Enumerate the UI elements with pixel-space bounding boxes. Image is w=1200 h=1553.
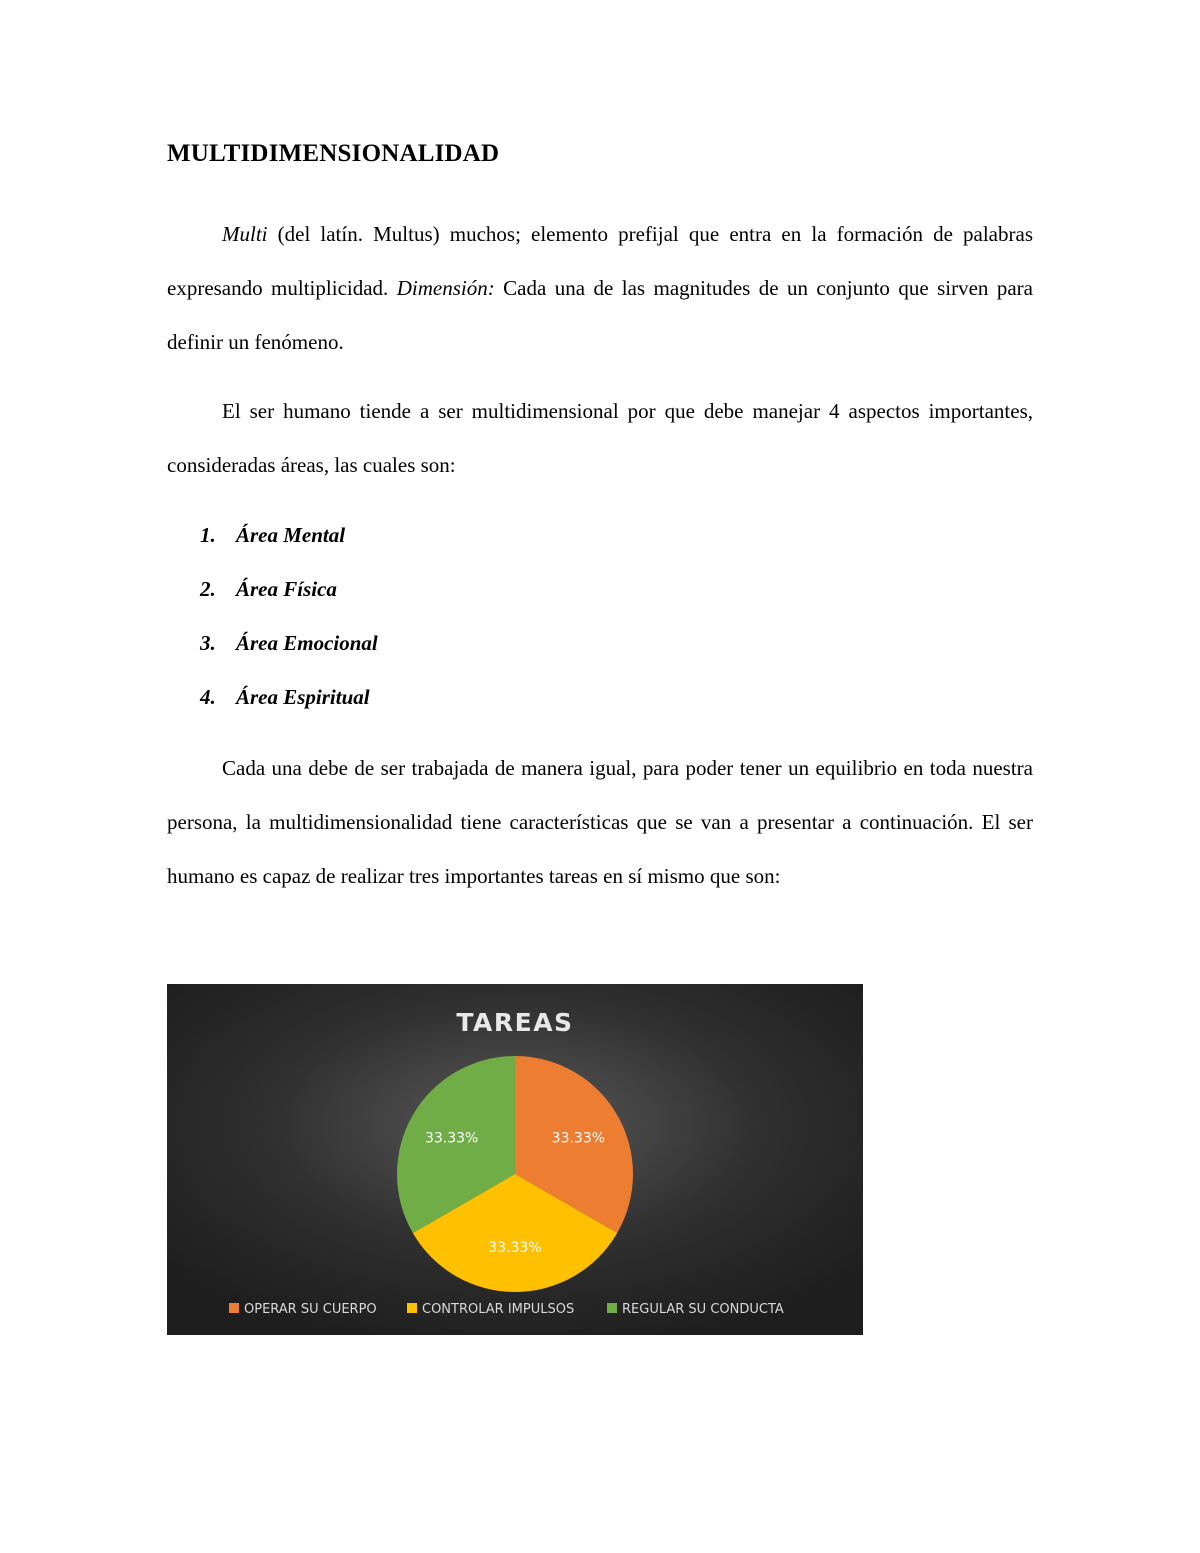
legend-label: CONTROLAR IMPULSOS xyxy=(422,1302,575,1317)
pie-chart-svg xyxy=(167,984,863,1335)
areas-intro-paragraph: El ser humano tiende a ser multidimensional por que debe manejar 4 aspectos importantes, consideradas áreas, las cuales son: xyxy=(167,399,1033,477)
pie-data-label: 33.33% xyxy=(488,1240,542,1257)
pie-data-label: 33.33% xyxy=(551,1130,606,1147)
chart-legend xyxy=(229,1302,784,1317)
list-item xyxy=(200,670,378,724)
list-item xyxy=(200,562,378,616)
list-item-number: 4. xyxy=(200,685,216,709)
legend-swatch xyxy=(407,1303,417,1313)
term-dimension: Dimensión: xyxy=(396,276,495,300)
list-item xyxy=(200,508,378,562)
pie-data-label: 33.33% xyxy=(424,1130,479,1147)
legend-swatch xyxy=(607,1303,617,1313)
legend-label: REGULAR SU CONDUCTA xyxy=(622,1302,784,1317)
list-item-label: Área Emocional xyxy=(236,631,378,655)
list-item xyxy=(200,616,378,670)
definition-text-1: (del latín. Multus) muchos; elemento prefijal que entra en la formación de palabras expresando multiplicidad. xyxy=(167,222,1033,300)
list-item-label: Área Física xyxy=(236,577,337,601)
pie-slices xyxy=(397,1056,633,1292)
list-item-label: Área Mental xyxy=(236,523,346,547)
term-multi: Multi xyxy=(222,222,268,246)
tasks-pie-chart xyxy=(167,984,863,1335)
page-title: MULTIDIMENSIONALIDAD xyxy=(167,140,500,167)
list-item-number: 3. xyxy=(200,631,216,655)
tasks-paragraph: Cada una debe de ser trabajada de manera igual, para poder tener un equilibrio en toda nuestra persona, la multidimensionalidad tiene características que se van a presentar a continuación. El ser humano es capaz de realizar tres importantes tareas en sí mismo que son: xyxy=(167,756,1033,888)
definition-text-2: Cada una de las magnitudes de un conjunto que sirven para definir un fenómeno. xyxy=(167,276,1033,354)
list-item-number: 1. xyxy=(200,523,216,547)
definition-paragraph xyxy=(167,207,1033,369)
legend-label: OPERAR SU CUERPO xyxy=(244,1302,377,1317)
legend-swatch xyxy=(229,1303,239,1313)
areas-list xyxy=(200,508,378,724)
list-item-number: 2. xyxy=(200,577,216,601)
list-item-label: Área Espiritual xyxy=(236,685,370,709)
chart-title: TAREAS xyxy=(456,1008,574,1037)
